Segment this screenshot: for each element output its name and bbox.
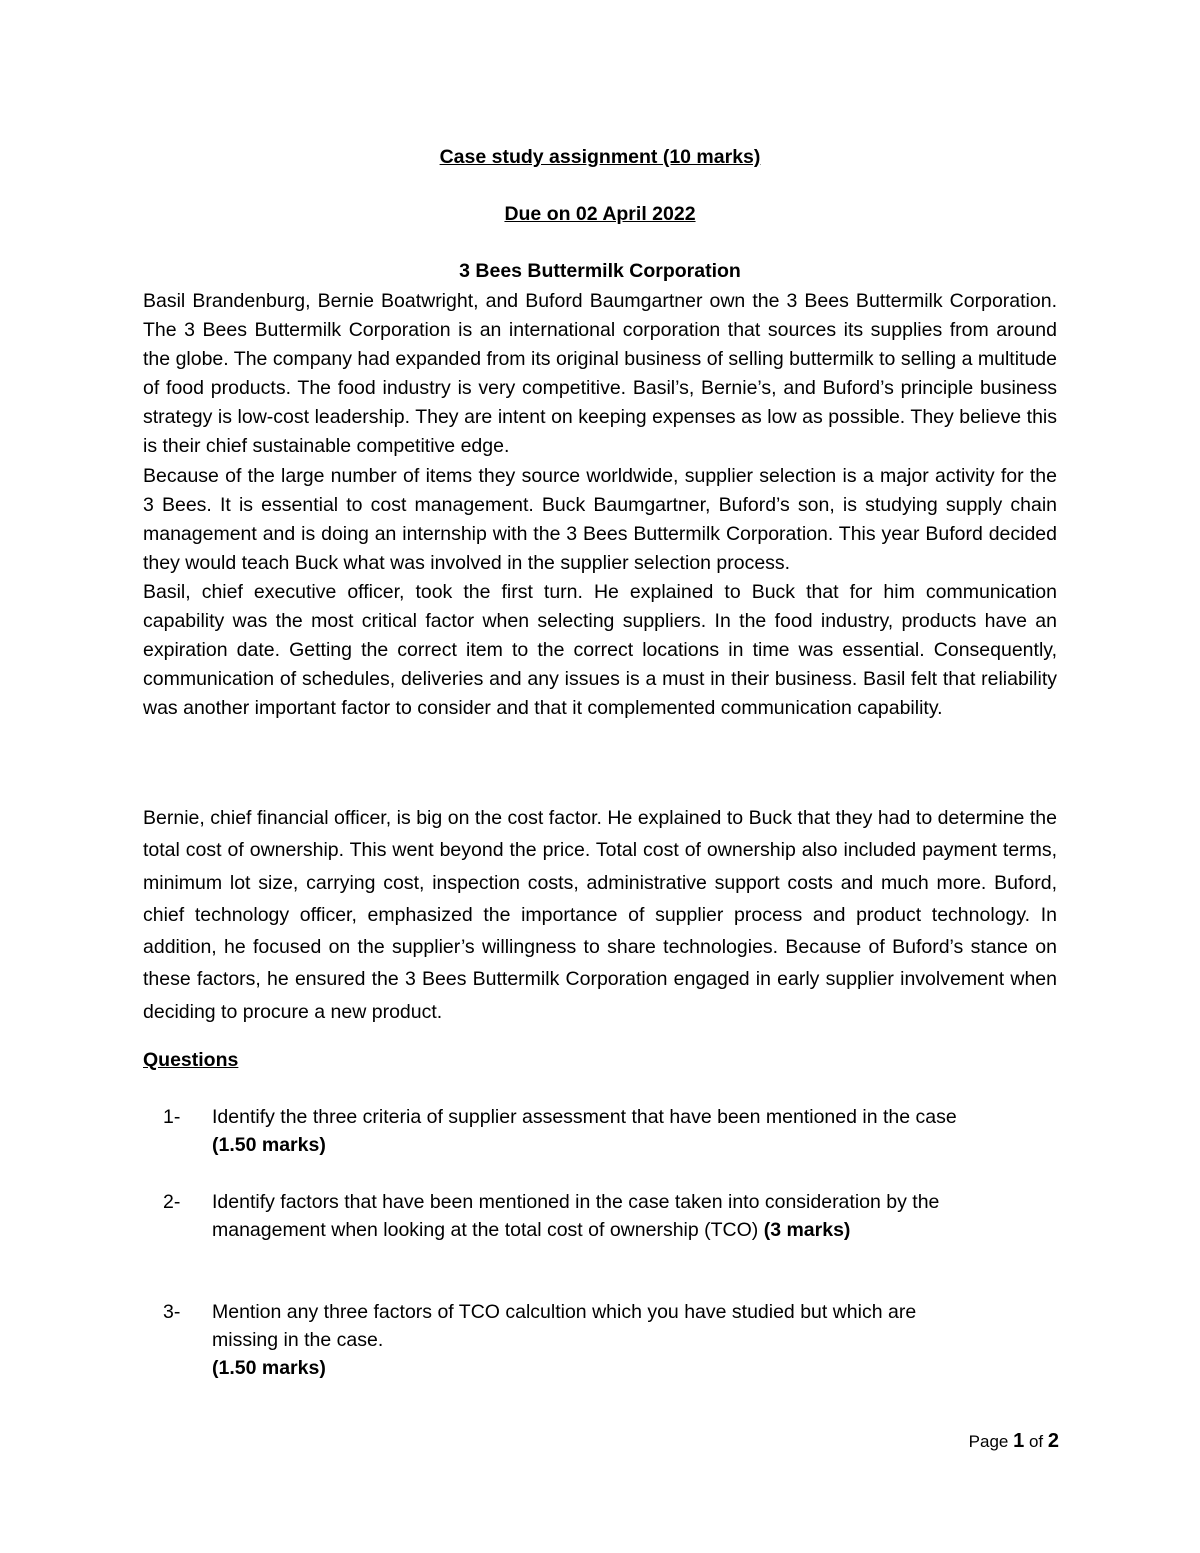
question-2-marks: (3 marks) — [763, 1219, 851, 1241]
case-body-continued — [143, 802, 1057, 1028]
of-label: of — [1028, 1432, 1044, 1451]
case-paragraph-1: Basil Brandenburg, Bernie Boatwright, and Buford Baumgartner own the 3 Bees Buttermilk Corporation. The 3 Bees Buttermilk Corporation is an international corporation that sources its supplies from around the globe. The company had expanded from its original business of selling buttermilk to selling a multitude of food products. The food industry is very competitive. Basil’s, Bernie’s, and Buford’s principle business strategy is low-cost leadership. They are intent on keeping expenses as low as possible. They believe this is their chief sustainable competitive edge. — [143, 290, 1057, 458]
question-1 — [163, 1103, 1063, 1159]
case-paragraph-3: Basil, chief executive officer, took the first turn. He explained to Buck that for him communication capability was the most critical factor when selecting suppliers. In the food industry, products have an expiration date. Getting the correct item to the correct locations in time was essential. Consequently, communication of schedules, deliveries and any issues is a must in their business. Basil felt that reliability was another important factor to consider and that it complemented communication capability. — [143, 580, 1057, 720]
question-3 — [163, 1298, 1063, 1382]
case-body — [143, 287, 1057, 723]
current-page-number: 1 — [1013, 1430, 1025, 1452]
page-number-footer — [969, 1430, 1059, 1453]
question-3-number: 3- — [163, 1301, 181, 1323]
questions-heading: Questions — [143, 1049, 239, 1071]
total-pages-number: 2 — [1047, 1430, 1059, 1452]
question-1-number: 1- — [163, 1106, 181, 1128]
due-date: Due on 02 April 2022 — [504, 203, 696, 225]
question-1-marks: (1.50 marks) — [212, 1134, 326, 1156]
case-paragraph-2: Because of the large number of items they source worldwide, supplier selection is a major activity for the 3 Bees. It is essential to cost management. Buck Baumgartner, Buford’s son, is studying supply chain management and is doing an internship with the 3 Bees Buttermilk Corporation. This year Buford decided they would teach Buck what was involved in the supplier selection process. — [143, 464, 1057, 574]
question-2 — [163, 1188, 1063, 1244]
question-2-text-line-1: Identify factors that have been mentioned in the case taken into consideration by the — [212, 1191, 940, 1213]
question-2-text-line-2: management when looking at the total cost of ownership (TCO) — [212, 1219, 759, 1241]
question-3-text-line-2: missing in the case. — [212, 1329, 384, 1351]
assignment-title: Case study assignment (10 marks) — [439, 146, 761, 168]
question-3-text-line-1: Mention any three factors of TCO calcultion which you have studied but which are — [212, 1301, 917, 1323]
case-title: 3 Bees Buttermilk Corporation — [459, 260, 741, 282]
question-3-marks: (1.50 marks) — [212, 1357, 326, 1379]
question-2-number: 2- — [163, 1191, 181, 1213]
case-paragraph-4: Bernie, chief financial officer, is big on the cost factor. He explained to Buck that they had to determine the total cost of ownership. This went beyond the price. Total cost of ownership also included payment terms, minimum lot size, carrying cost, inspection costs, administrative support costs and much more. Buford, chief technology officer, emphasized the importance of supplier process and product technology. In addition, he focused on the supplier’s willingness to share technologies. Because of Buford’s stance on these factors, he ensured the 3 Bees Buttermilk Corporation engaged in early supplier involvement when deciding to procure a new product. — [143, 807, 1057, 1023]
page-label: Page — [968, 1432, 1009, 1451]
question-1-text: Identify the three criteria of supplier assessment that have been mentioned in the case — [212, 1106, 957, 1128]
